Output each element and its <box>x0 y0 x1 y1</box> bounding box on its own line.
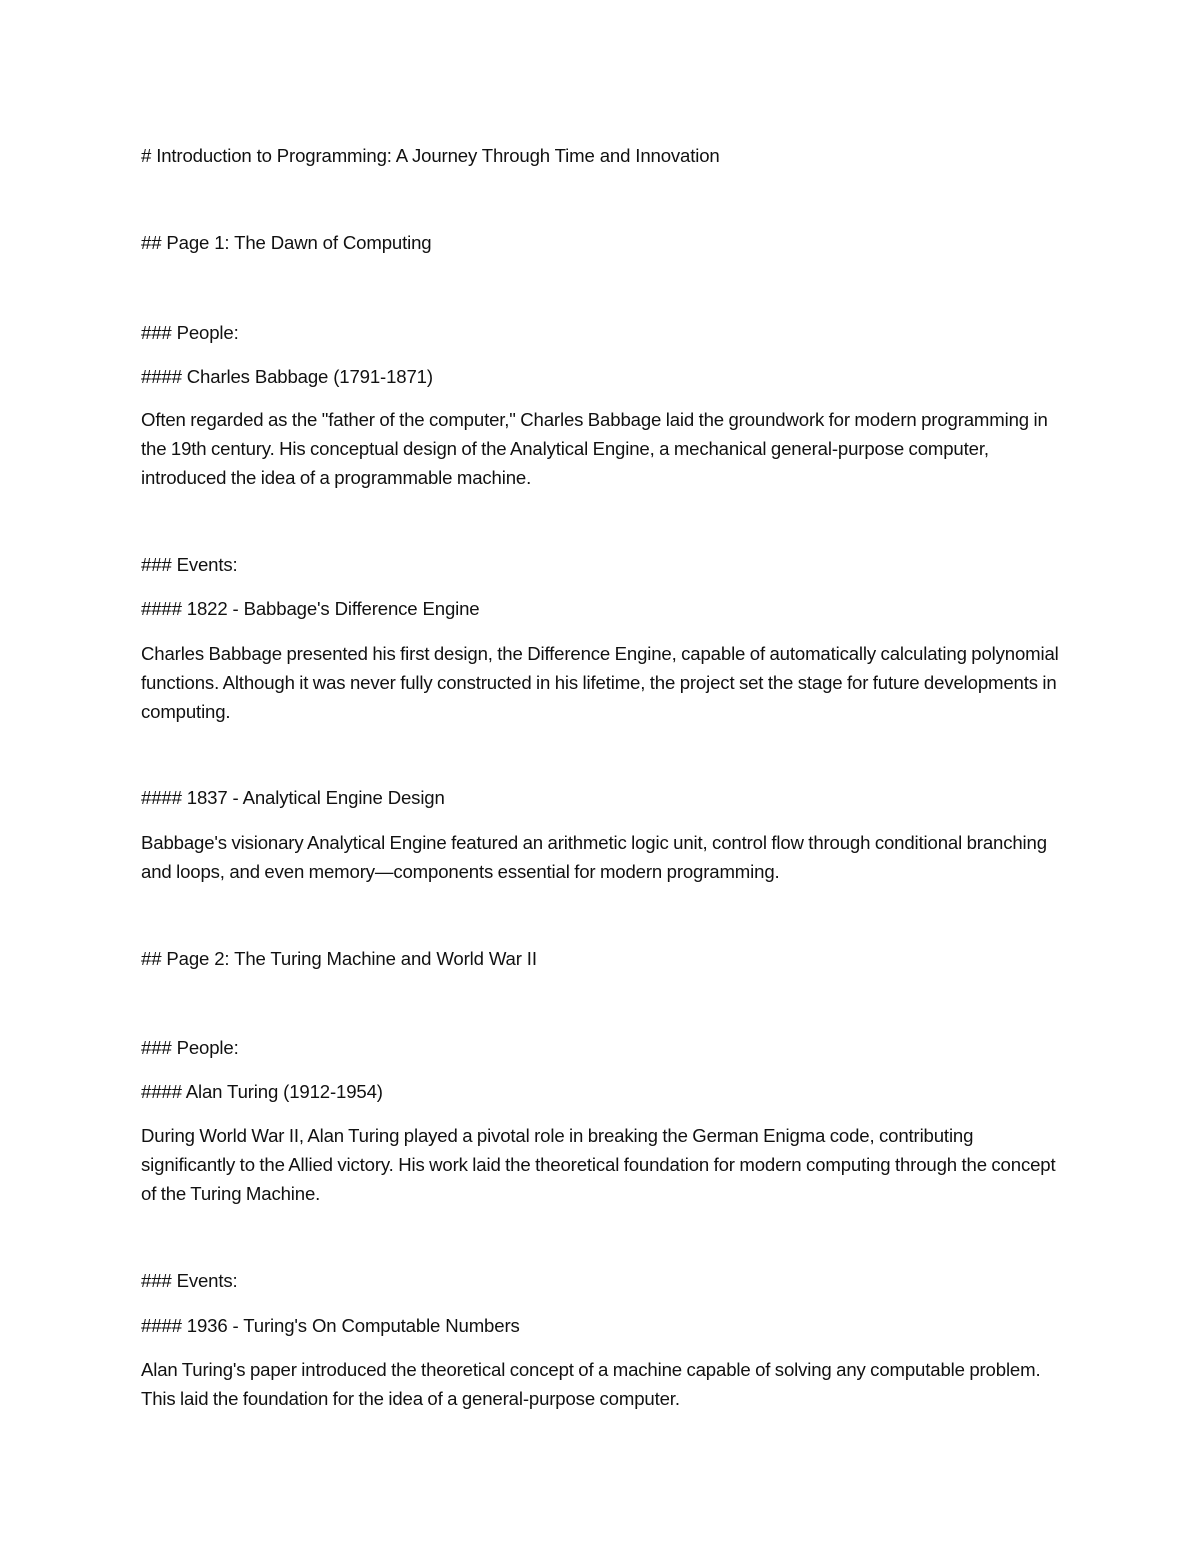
page1-event1-paragraph: Charles Babbage presented his first design, the Difference Engine, capable of automatically calculating polynomial functions. Although it was never fully constructed in his lifetime, the project set the stage for future developments in computing. <box>141 643 1059 722</box>
page1-event2-heading: #### 1837 - Analytical Engine Design <box>141 787 445 808</box>
page1-person-heading: #### Charles Babbage (1791-1871) <box>141 366 433 387</box>
page2-heading: ## Page 2: The Turing Machine and World War II <box>141 948 537 969</box>
page2-people-heading: ### People: <box>141 1037 239 1058</box>
page2-events-heading: ### Events: <box>141 1270 238 1291</box>
page1-events-heading: ### Events: <box>141 554 238 575</box>
page2-person-heading: #### Alan Turing (1912-1954) <box>141 1081 383 1102</box>
page1-heading: ## Page 1: The Dawn of Computing <box>141 232 432 253</box>
page1-people-heading: ### People: <box>141 322 239 343</box>
page2-person-paragraph: During World War II, Alan Turing played a pivotal role in breaking the German Enigma code, contributing significantly to the Allied victory. His work laid the theoretical foundation for modern computing through the concept of the Turing Machine. <box>141 1125 1056 1204</box>
page1-event1-heading: #### 1822 - Babbage's Difference Engine <box>141 598 480 619</box>
page1-event2-paragraph: Babbage's visionary Analytical Engine featured an arithmetic logic unit, control flow through conditional branching and loops, and even memory—components essential for modern programming. <box>141 832 1047 882</box>
page1-person-paragraph: Often regarded as the "father of the computer," Charles Babbage laid the groundwork for modern programming in the 19th century. His conceptual design of the Analytical Engine, a mechanical general-purpose computer, introduced the idea of a programmable machine. <box>141 409 1048 488</box>
page2-event1-heading: #### 1936 - Turing's On Computable Numbers <box>141 1315 520 1336</box>
document-title: # Introduction to Programming: A Journey Through Time and Innovation <box>141 145 720 166</box>
page2-event1-paragraph: Alan Turing's paper introduced the theoretical concept of a machine capable of solving any computable problem. This laid the foundation for the idea of a general-purpose computer. <box>141 1359 1041 1409</box>
